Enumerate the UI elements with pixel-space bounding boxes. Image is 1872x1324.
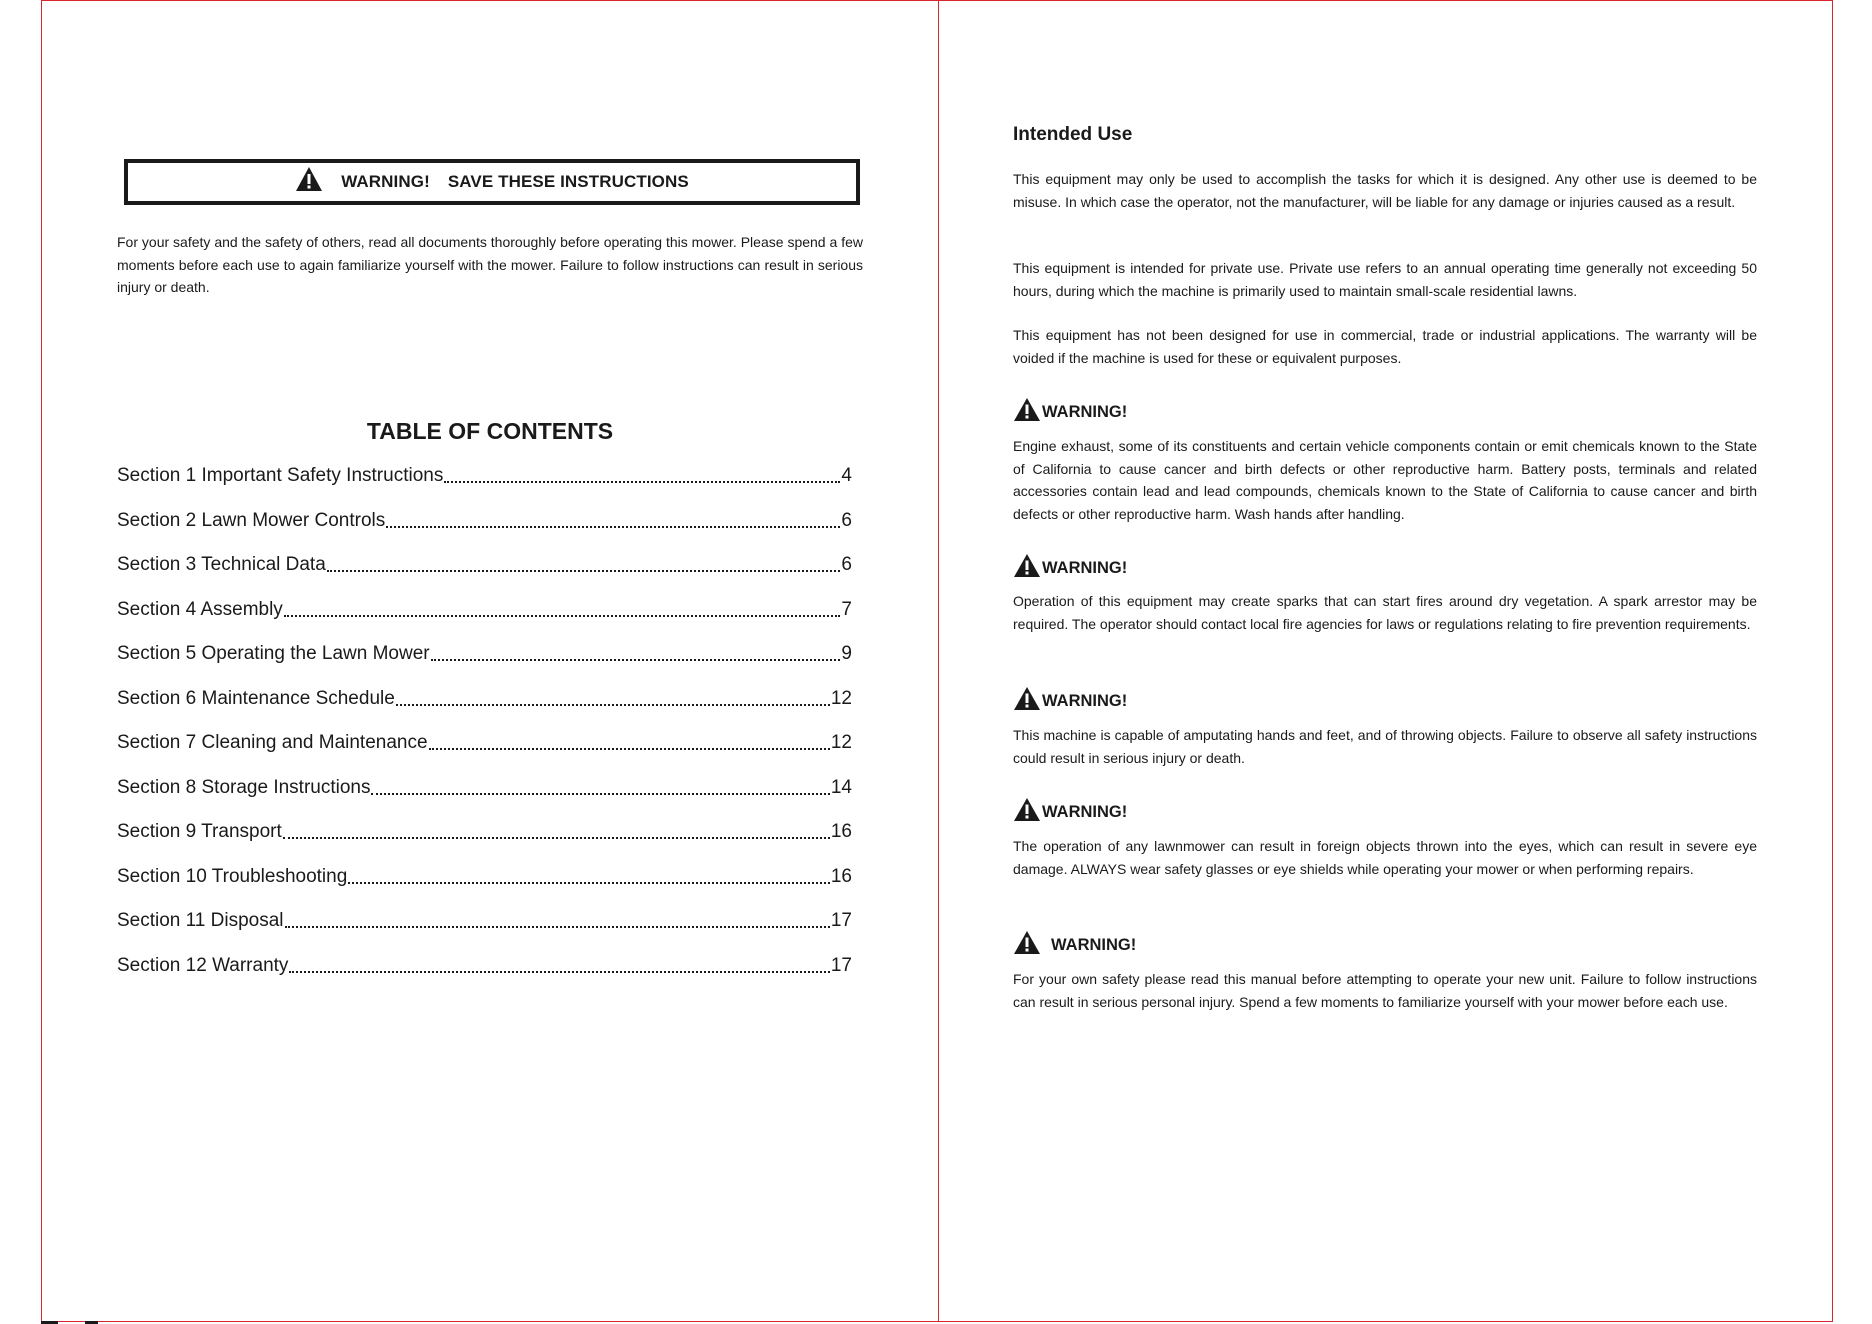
warning-triangle-icon [1013,553,1041,578]
toc-item-page: 6 [841,509,852,531]
toc-item[interactable] [117,729,852,774]
toc-item-label: Section 1 Important Safety Instructions [117,465,444,486]
toc-item-label: Section 10 Troubleshooting [117,865,348,887]
toc-leader [386,516,840,528]
page-divider [938,0,939,1322]
warning-banner-save-label: SAVE THESE INSTRUCTIONS [447,172,689,191]
toc-item[interactable] [117,640,852,685]
toc-item-label: Section 8 Storage Instructions [117,776,371,798]
intended-use-paragraph: This equipment has not been designed for use in commercial, trade or industrial applications. The warranty will be voided if the machine is used for these or equivalent purposes. [1013,327,1757,366]
toc-item-page: 12 [830,732,852,753]
toc-leader [444,471,840,483]
toc-leader [284,605,841,617]
toc-item-page: 17 [830,954,852,976]
warning-label: WARNING! [1051,936,1137,954]
warning-text: Engine exhaust, some of its constituents and certain vehicle components contain or emit chemicals known to the State of California to cause cancer and birth defects or other reproductive harm. Battery posts, terminals and related accessories contain lead and lead compounds, chemicals known to the State of California to cause cancer and birth defects or other reproductive harm. Wash hands after handling. [1013,438,1757,522]
toc-item-page: 6 [841,554,852,575]
toc-item-page: 16 [830,865,852,887]
warning-text: Operation of this equipment may create sparks that can start fires around dry vegetation. A spark arrestor may be required. The operator should contact local fire agencies for laws or regulations relating to fire prevention requirements. [1013,593,1757,632]
toc-leader [289,961,829,973]
toc-item[interactable] [117,507,852,552]
toc-item-page: 4 [841,465,852,486]
intended-use-paragraph: This equipment is intended for private use. Private use refers to an annual operating time generally not exceeding 50 hours, during which the machine is primarily used to maintain small-scale residential lawns. [1013,260,1757,299]
warning-label: WARNING! [1042,803,1128,821]
warning-text: The operation of any lawnmower can result in foreign objects thrown into the eyes, which can result in severe eye damage. ALWAYS wear safety glasses or eye shields while operating your mower or when performing repairs. [1013,838,1757,877]
toc-item-label: Section 4 Assembly [117,598,283,620]
toc-item-label: Section 5 Operating the Lawn Mower [117,643,430,664]
warning-label: WARNING! [1042,559,1128,577]
toc-item[interactable] [117,685,852,730]
toc-item-label: Section 2 Lawn Mower Controls [117,509,386,531]
toc-item[interactable] [117,907,852,952]
toc-item[interactable] [117,818,852,863]
toc-leader [348,872,830,884]
toc-title: TABLE OF CONTENTS [366,418,614,444]
warning-triangle-icon [1013,797,1041,822]
warning-text: This machine is capable of amputating hands and feet, and of throwing objects. Failure to observe all safety instructions could result in serious injury or death. [1013,727,1757,766]
toc-item-page: 12 [830,687,852,709]
warning-heading [1013,797,1127,822]
toc-item-label: Section 9 Transport [117,821,282,842]
toc-item[interactable] [117,863,852,908]
warning-label: WARNING! [1042,403,1128,421]
warning-triangle-icon [1013,397,1041,422]
toc-item[interactable] [117,551,852,596]
toc-leader [327,560,841,572]
warning-banner [124,159,860,205]
toc-leader [371,783,829,795]
warning-heading [1013,686,1127,711]
warning-text: For your own safety please read this manual before attempting to operate your new unit. Failure to follow instructions can result in serious personal injury. Spend a few moments to familiarize yourself with your mower before each use. [1013,971,1757,1010]
toc-leader [283,827,830,839]
intended-use-heading: Intended Use [1013,124,1133,145]
warning-triangle-icon [295,166,323,192]
toc-item[interactable] [117,774,852,819]
toc-item-label: Section 11 Disposal [117,910,284,931]
toc-item-label: Section 7 Cleaning and Maintenance [117,732,428,753]
toc-leader [431,649,841,661]
toc-item-label: Section 3 Technical Data [117,554,326,575]
intended-use-paragraph: This equipment may only be used to accomplish the tasks for which it is designed. Any other use is deemed to be misuse. In which case the operator, not the manufacturer, will be liable for any damage or injuries caused as a result. [1013,171,1757,210]
warning-triangle-icon [1013,686,1041,711]
warning-heading [1013,553,1127,578]
toc-item-page: 17 [830,910,852,931]
toc-leader [285,916,830,928]
toc-item-page: 9 [841,643,852,664]
warning-banner-label: WARNING! [341,172,430,191]
warning-heading [1013,397,1127,422]
warning-triangle-icon [1013,930,1041,955]
toc-item-page: 14 [830,776,852,798]
toc-list [117,462,852,996]
toc-item-page: 16 [830,821,852,842]
toc-leader [429,738,830,750]
toc-item-label: Section 12 Warranty [117,954,289,976]
toc-item-page: 7 [841,598,852,620]
intro-paragraph: For your safety and the safety of others, read all documents thoroughly before operating this mower. Please spend a few moments before each use to again familiarize yourself with the mower. Failure to follow instructions can result in serious injury or death. [117,234,863,295]
warning-label: WARNING! [1042,692,1128,710]
toc-item[interactable] [117,462,852,507]
toc-leader [396,694,830,706]
warning-heading [1013,930,1136,955]
toc-item-label: Section 6 Maintenance Schedule [117,687,395,709]
toc-item[interactable] [117,596,852,641]
toc-item[interactable] [117,952,852,997]
